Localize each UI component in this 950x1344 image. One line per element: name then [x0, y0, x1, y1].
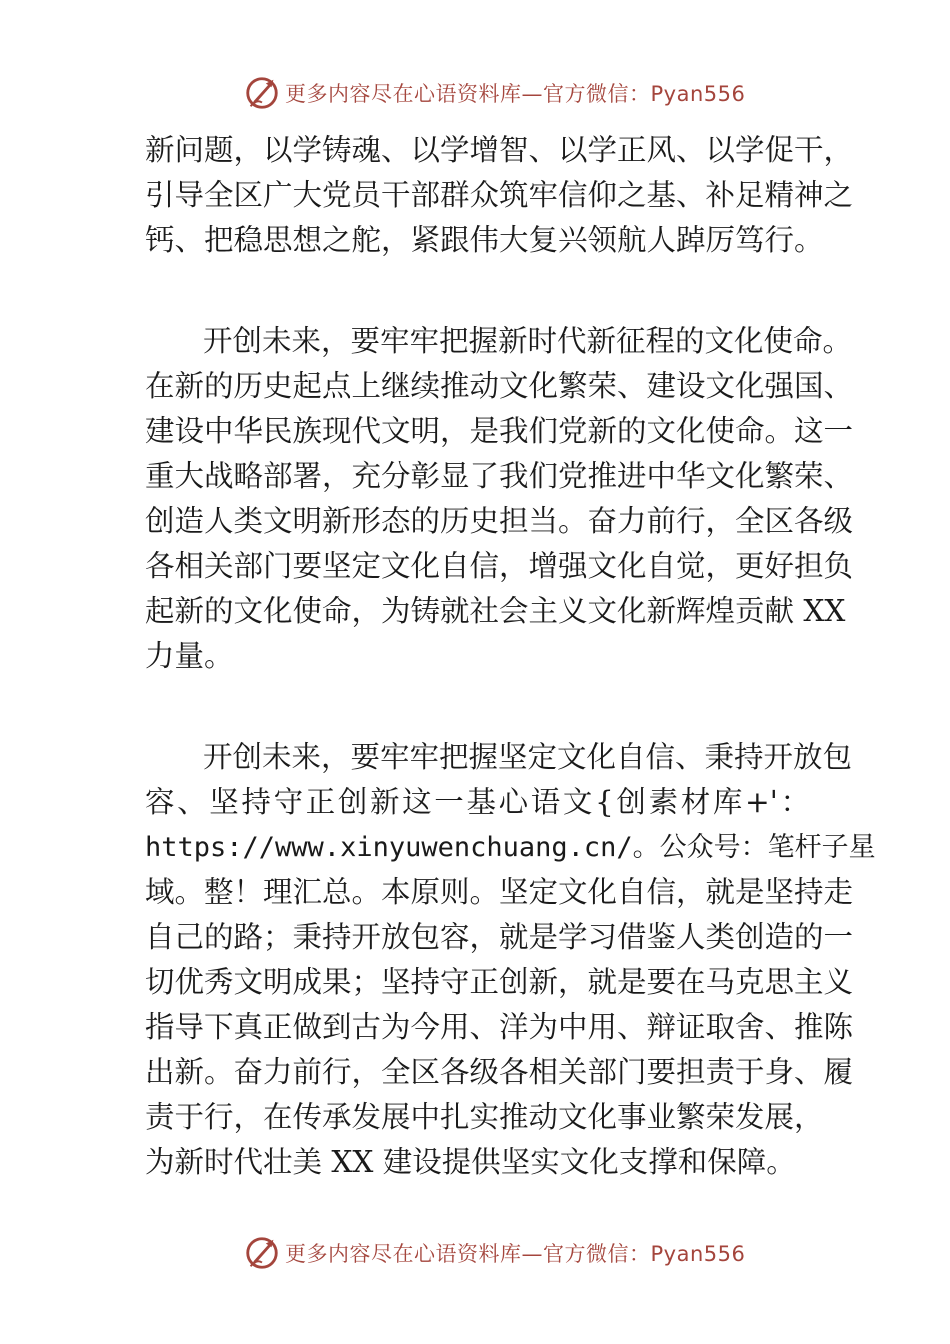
text-line: 容、坚持守正创新这一基心语文{创素材库+'：: [145, 785, 810, 819]
pen-logo-icon: [243, 1234, 281, 1272]
text-line: 钙、把稳思想之舵，紧跟伟大复兴领航人踔厉笃行。: [145, 223, 824, 257]
text-line: 指导下真正做到古为今用、洋为中用、辩证取舍、推陈: [145, 1010, 854, 1044]
footer-site-label: 更多内容尽在心语资料库—官方微信：: [285, 1242, 651, 1266]
header-site-label: 更多内容尽在心语资料库—官方微信：: [285, 82, 651, 106]
paragraph-1: [145, 128, 854, 263]
paragraph-2: [145, 319, 854, 679]
text-line: 自己的路；秉持开放包容，就是学习借鉴人类创造的一: [145, 920, 854, 954]
text-line: 为新时代壮美 XX 建设提供坚实文化支撑和保障。: [145, 1145, 796, 1179]
text-line: 建设中华民族现代文明，是我们党新的文化使命。这一: [145, 414, 854, 448]
pen-logo-icon: [243, 74, 281, 112]
footer-wechat-handle: Pyan556: [650, 1242, 746, 1266]
text-line: 开创未来，要牢牢把握新时代新征程的文化使命。: [203, 324, 853, 358]
paragraph-3: [145, 735, 876, 1185]
text-line: 域。整！理汇总。本原则。坚定文化自信，就是坚持走: [145, 875, 854, 909]
footer-site-text: [285, 1238, 745, 1268]
text-line: 引导全区广大党员干部群众筑牢信仰之基、补足精神之: [145, 178, 854, 212]
text-line: 开创未来，要牢牢把握坚定文化自信、秉持开放包: [203, 740, 853, 774]
text-line: 力量。: [145, 639, 234, 673]
text-line: 创造人类文明新形态的历史担当。奋力前行，全区各级: [145, 504, 854, 538]
header-wechat-handle: Pyan556: [650, 82, 746, 106]
text-line: 新问题，以学铸魂、以学增智、以学正风、以学促干，: [145, 133, 854, 167]
text-line: 切优秀文明成果；坚持守正创新，就是要在马克思主义: [145, 965, 854, 999]
text-line-url: https://www.xinyuwenchuang.cn/。公众号：笔杆子星: [145, 832, 876, 863]
text-line: 起新的文化使命，为铸就社会主义文化新辉煌贡献 XX: [145, 594, 846, 628]
document-body: [145, 128, 876, 1241]
text-line: 各相关部门要坚定文化自信，增强文化自觉，更好担负: [145, 549, 854, 583]
text-line: 在新的历史起点上继续推动文化繁荣、建设文化强国、: [145, 369, 854, 403]
header-banner: [0, 73, 950, 113]
text-line: 重大战略部署，充分彰显了我们党推进中华文化繁荣、: [145, 459, 854, 493]
footer-banner: [0, 1233, 950, 1273]
text-line: 出新。奋力前行，全区各级各相关部门要担责于身、履: [145, 1055, 854, 1089]
text-line: 责于行，在传承发展中扎实推动文化事业繁荣发展，: [145, 1100, 824, 1134]
header-site-text: [285, 78, 745, 108]
